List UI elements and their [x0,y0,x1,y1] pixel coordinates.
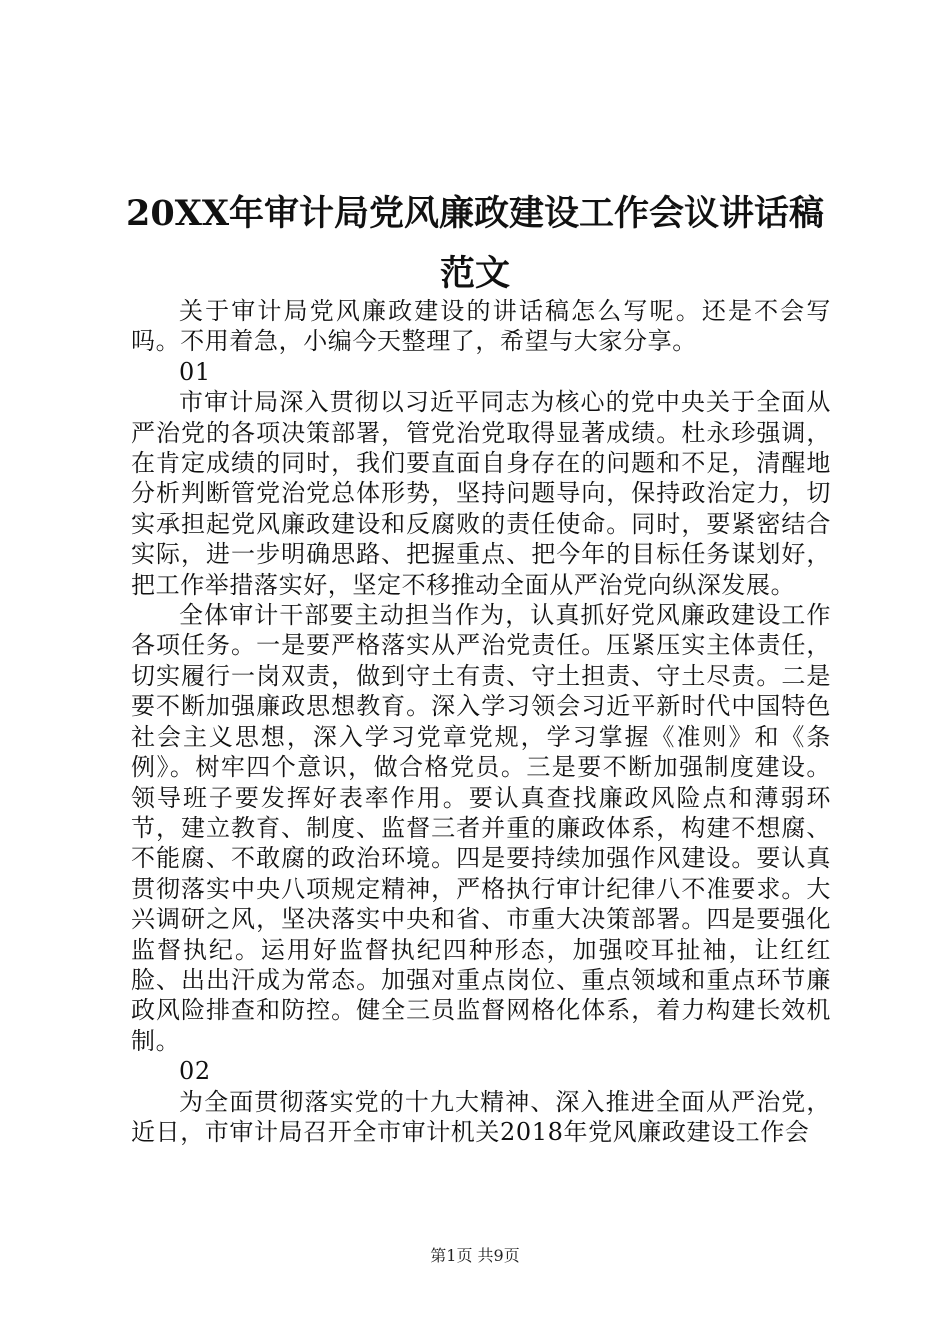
body-paragraph: 为全面贯彻落实党的十九大精神、深入推进全面从严治党，近日，市审计局召开全市审计机关2018年党风廉政建设工作会 [131,1087,831,1146]
section-marker-01: 01 [179,357,211,386]
document-title-line-1: 20XX年审计局党风廉政建设工作会议讲话稿 [125,193,825,234]
document-body [131,296,831,1147]
body-paragraph: 市审计局深入贯彻以习近平同志为核心的党中央关于全面从严治党的各项决策部署，管党治党取得显著成绩。杜永珍强调，在肯定成绩的同时，我们要直面自身存在的问题和不足，清醒地分析判断管党治党总体形势，坚持问题导向，保持政治定力，切实承担起党风廉政建设和反腐败的责任使命。同时，要紧密结合实际，进一步明确思路、把握重点、把今年的目标任务谋划好，把工作举措落实好，坚定不移推动全面从严治党向纵深发展。 [131,388,831,599]
body-paragraph: 全体审计干部要主动担当作为，认真抓好党风廉政建设工作各项任务。一是要严格落实从严治党责任。压紧压实主体责任，切实履行一岗双责，做到守土有责、守土担责、守土尽责。二是要不断加强廉政思想教育。深入学习领会习近平新时代中国特色社会主义思想，深入学习党章党规，学习掌握《准则》和《条例》。树牢四个意识，做合格党员。三是要不断加强制度建设。领导班子要发挥好表率作用。要认真查找廉政风险点和薄弱环节，建立教育、制度、监督三者并重的廉政体系，构建不想腐、不能腐、不敢腐的政治环境。四是要持续加强作风建设。要认真贯彻落实中央八项规定精神，严格执行审计纪律八不准要求。大兴调研之风，坚决落实中央和省、市重大决策部署。四是要强化监督执纪。运用好监督执纪四种形态，加强咬耳扯袖，让红红脸、出出汗成为常态。加强对重点岗位、重点领域和重点环节廉政风险排查和防控。健全三员监督网格化体系，着力构建长效机制。 [131,601,831,1055]
page-number-footer: 第1页 共9页 [430,1246,520,1265]
section-marker-02: 02 [179,1057,211,1086]
intro-paragraph: 关于审计局党风廉政建设的讲话稿怎么写呢。还是不会写吗。不用着急，小编今天整理了，希望与大家分享。 [131,297,831,356]
document-title-line-2: 范文 [439,253,510,294]
